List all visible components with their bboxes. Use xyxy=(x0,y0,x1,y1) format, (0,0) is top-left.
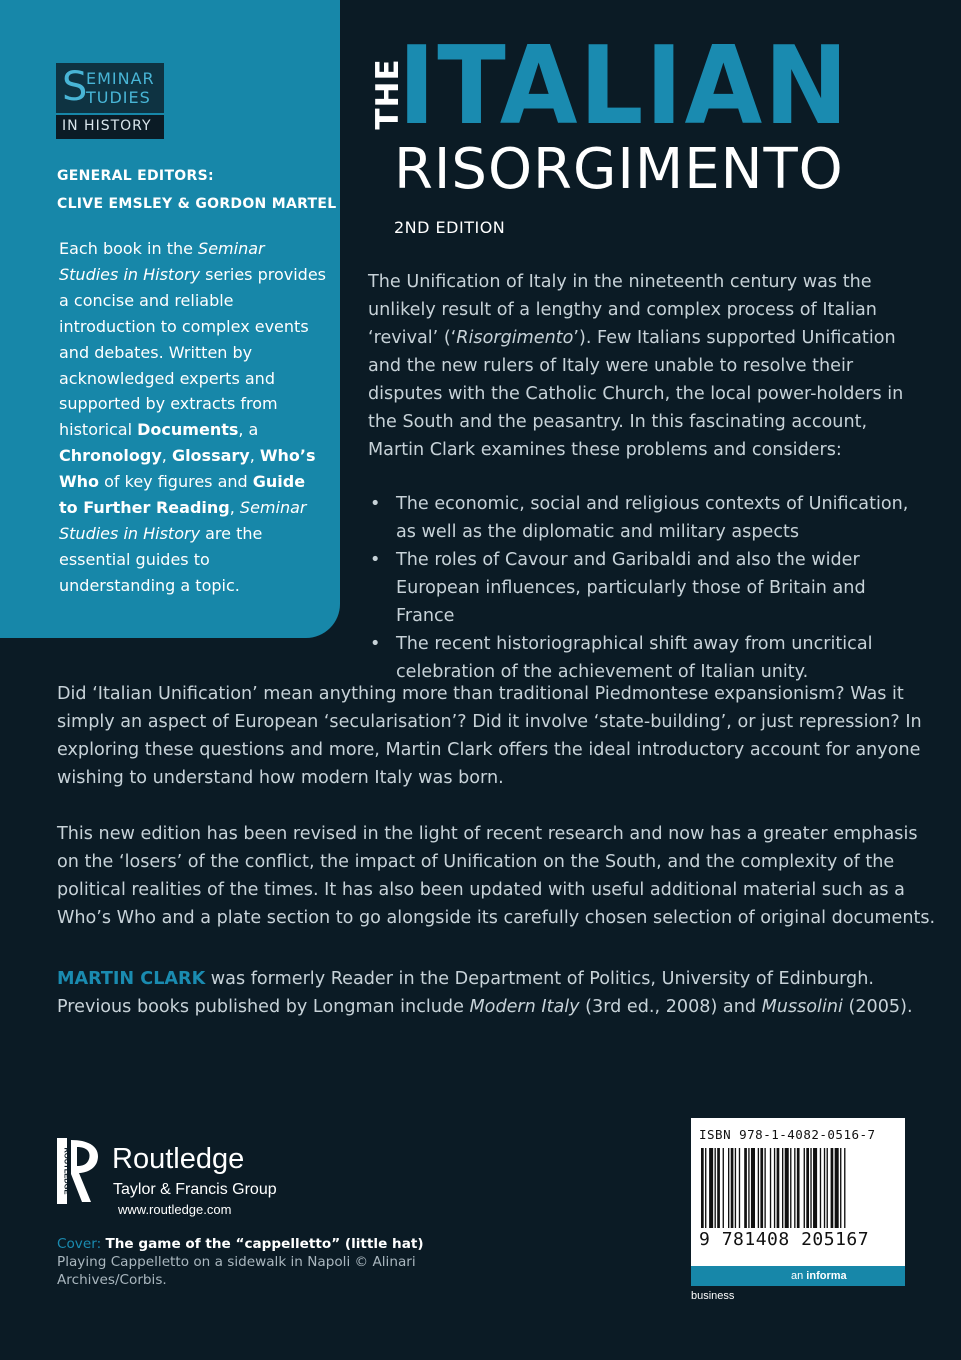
barcode-bars-icon xyxy=(699,1148,899,1228)
title-subtitle: RISORGIMENTO xyxy=(394,137,844,202)
series-blurb: Each book in the Seminar Studies in History series provides a concise and reliable introduction to complex events and debates. Written by acknowledged experts and supported by extracts from historical Documents, a Chronology, Glossary, Who’s Who of key figures and Guide to Further Reading, Seminar Studies in History are the essential guides to understanding a topic. xyxy=(59,239,327,595)
edition-label: 2ND EDITION xyxy=(394,218,506,237)
editors-names: CLIVE EMSLEY & GORDON MARTEL xyxy=(57,196,337,212)
isbn-text: ISBN 978-1-4082-0516-7 xyxy=(699,1127,876,1142)
body-paragraph-questions: Did ‘Italian Unification’ mean anything more than traditional Piedmontese expansionism? Was it simply an aspect of European ‘secularisation’? Did it involve ‘state-building’, or just repression? In exploring these questions and more, Martin Clark offers the ideal introductory account for anyone wishing to understand how modern Italy was born. xyxy=(57,684,922,788)
cover-credit: Cover: The game of the “cappelletto” (little hat) Playing Cappelletto on a sidewalk in Napoli © Alinari Archives/Corbis. xyxy=(57,1236,424,1288)
title-the: THE xyxy=(370,58,406,130)
general-editors xyxy=(57,162,336,218)
svg-text:ROUTLEDGE: ROUTLEDGE xyxy=(62,1147,72,1195)
intro-paragraph: The Unification of Italy in the nineteenth century was the unlikely result of a lengthy and complex process of Italian ‘revival’ (‘Risorgimento’). Few Italians supported Unification and the new rulers of Italy were unable to resolve their disputes with the Catholic Church, the local power-holders in the South and the peasantry. In this fascinating account, Martin Clark examines these problems and considers: xyxy=(368,272,904,460)
author-bio: MARTIN CLARK was formerly Reader in the Department of Politics, University of Edinburgh. Previous books published by Longman include Modern Italy (3rd ed., 2008) and Mussolini (2005). xyxy=(57,969,913,1017)
seminar-studies-logo: S EMINAR TUDIES IN HISTORY xyxy=(56,63,164,139)
barcode xyxy=(691,1118,905,1302)
body-paragraph-new-edition: This new edition has been revised in the light of recent research and now has a greater emphasis on the ‘losers’ of the conflict, the impact of Unification on the South, and the complexity of the political realities of the times. It has also been updated with useful additional material such as a Who’s Who and a plate section to go alongside its carefully chosen selection of original documents. xyxy=(57,824,936,928)
ean-digits: 9 781408 205167 xyxy=(699,1229,870,1250)
list-item: • The recent historiographical shift away from uncritical celebration of the achievement of Italian unity. xyxy=(368,630,928,686)
publisher-url: www.routledge.com xyxy=(118,1202,232,1217)
list-item: • The economic, social and religious contexts of Unification, as well as the diplomatic and military aspects xyxy=(368,490,928,546)
list-item: • The roles of Cavour and Garibaldi and also the wider European influences, particularly those of Britain and France xyxy=(368,546,928,630)
title-main: ITALIAN xyxy=(398,24,851,149)
publisher-group: Taylor & Francis Group xyxy=(113,1181,277,1198)
publisher-name: Routledge xyxy=(112,1143,245,1175)
topics-list xyxy=(368,490,928,686)
routledge-logo-icon xyxy=(57,1138,103,1204)
series-panel xyxy=(0,0,340,638)
editors-label: GENERAL EDITORS: xyxy=(57,168,214,184)
informa-strip: an informa business xyxy=(691,1266,905,1286)
